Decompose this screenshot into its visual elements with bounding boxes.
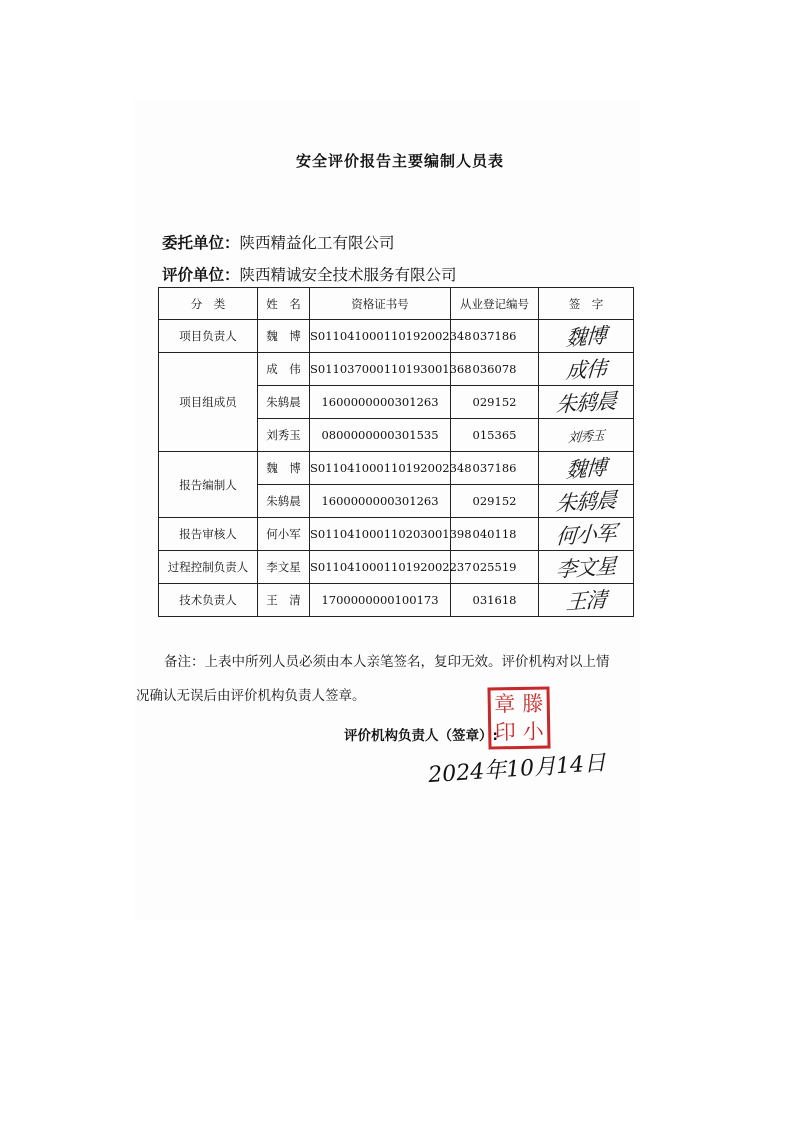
stamp-char: 章: [494, 691, 516, 716]
category-cell: 报告审核人: [159, 518, 258, 551]
name-cell: 成 伟: [258, 353, 310, 386]
handwritten-date: 2024年10月14日: [427, 750, 607, 789]
table-row: [159, 584, 634, 617]
handwritten-signature: 成伟: [565, 356, 607, 384]
name-cell: 王 清: [258, 584, 310, 617]
cert-cell: 1700000000100173: [310, 584, 451, 617]
signature-cell: [539, 584, 634, 617]
remark-line-1: 备注：上表中所列人员必须由本人亲笔签名，复印无效。评价机构对以上情: [164, 654, 610, 670]
table-row: [159, 452, 634, 485]
client-label: 委托单位：: [162, 234, 240, 252]
header-cert: 资格证书号: [310, 288, 451, 320]
table-row: [159, 320, 634, 353]
reg-cell: 037186: [451, 452, 539, 485]
stamp-char: 小: [522, 719, 544, 744]
evaluator-label: 评价单位：: [162, 266, 240, 284]
document-title: 安全评价报告主要编制人员表: [295, 152, 504, 170]
cert-cell: S011037000110193001368: [310, 353, 451, 386]
signature-cell: [539, 551, 634, 584]
reg-cell: 029152: [451, 485, 539, 518]
handwritten-signature: 魏博: [565, 455, 607, 483]
name-cell: 刘秀玉: [258, 419, 310, 452]
evaluator-line: [162, 263, 457, 285]
cert-cell: S011041000110203001398: [310, 518, 451, 551]
signature-cell: [539, 419, 634, 452]
client-line: [162, 231, 395, 253]
name-cell: 魏 博: [258, 452, 310, 485]
table-row: [159, 551, 634, 584]
header-category: 分 类: [159, 288, 258, 320]
signature-cell: [539, 353, 634, 386]
name-cell: 魏 博: [258, 320, 310, 353]
cert-cell: 0800000000301535: [310, 419, 451, 452]
signature-cell: [539, 485, 634, 518]
handwritten-signature: 魏博: [565, 323, 607, 351]
name-cell: 朱鸫晨: [258, 386, 310, 419]
table-header-row: [159, 288, 634, 320]
name-cell: 何小军: [258, 518, 310, 551]
signature-cell: [539, 386, 634, 419]
category-cell: 技术负责人: [159, 584, 258, 617]
sign-label: 评价机构负责人（签章）:: [344, 728, 498, 744]
signature-cell: [539, 518, 634, 551]
signature-cell: [539, 320, 634, 353]
handwritten-signature: 朱鸫晨: [555, 487, 617, 517]
category-cell: 报告编制人: [159, 452, 258, 518]
reg-cell: 015365: [451, 419, 539, 452]
reg-cell: 040118: [451, 518, 539, 551]
category-cell: 项目组成员: [159, 353, 258, 452]
reg-cell: 029152: [451, 386, 539, 419]
reg-cell: 031618: [451, 584, 539, 617]
reg-cell: 037186: [451, 320, 539, 353]
staff-table: [158, 287, 634, 617]
handwritten-signature: 李文星: [555, 553, 617, 583]
category-cell: 过程控制负责人: [159, 551, 258, 584]
name-cell: 李文星: [258, 551, 310, 584]
cert-cell: 1600000000301263: [310, 485, 451, 518]
handwritten-signature: 王清: [565, 587, 607, 615]
cert-cell: S011041000110192002237: [310, 551, 451, 584]
reg-cell: 025519: [451, 551, 539, 584]
stamp-char: 滕: [522, 691, 544, 716]
name-cell: 朱鸫晨: [258, 485, 310, 518]
handwritten-signature: 朱鸫晨: [555, 388, 617, 418]
cert-cell: S011041000110192002348: [310, 452, 451, 485]
cert-cell: 1600000000301263: [310, 386, 451, 419]
client-value: 陕西精益化工有限公司: [239, 234, 395, 252]
header-name: 姓 名: [258, 288, 310, 320]
handwritten-signature: 何小军: [555, 520, 617, 550]
cert-cell: S011041000110192002348: [310, 320, 451, 353]
table-row: [159, 518, 634, 551]
signature-cell: [539, 452, 634, 485]
table-row: [159, 353, 634, 386]
handwritten-signature: 刘秀玉: [567, 428, 605, 446]
reg-cell: 036078: [451, 353, 539, 386]
red-seal-stamp: [487, 686, 550, 749]
header-reg: 从业登记编号: [451, 288, 539, 320]
evaluator-value: 陕西精诚安全技术服务有限公司: [239, 266, 457, 284]
remark-line-2: 况确认无误后由评价机构负责人签章。: [136, 688, 366, 704]
header-signature: 签 字: [539, 288, 634, 320]
stamp-char: 印: [494, 719, 516, 744]
category-cell: 项目负责人: [159, 320, 258, 353]
